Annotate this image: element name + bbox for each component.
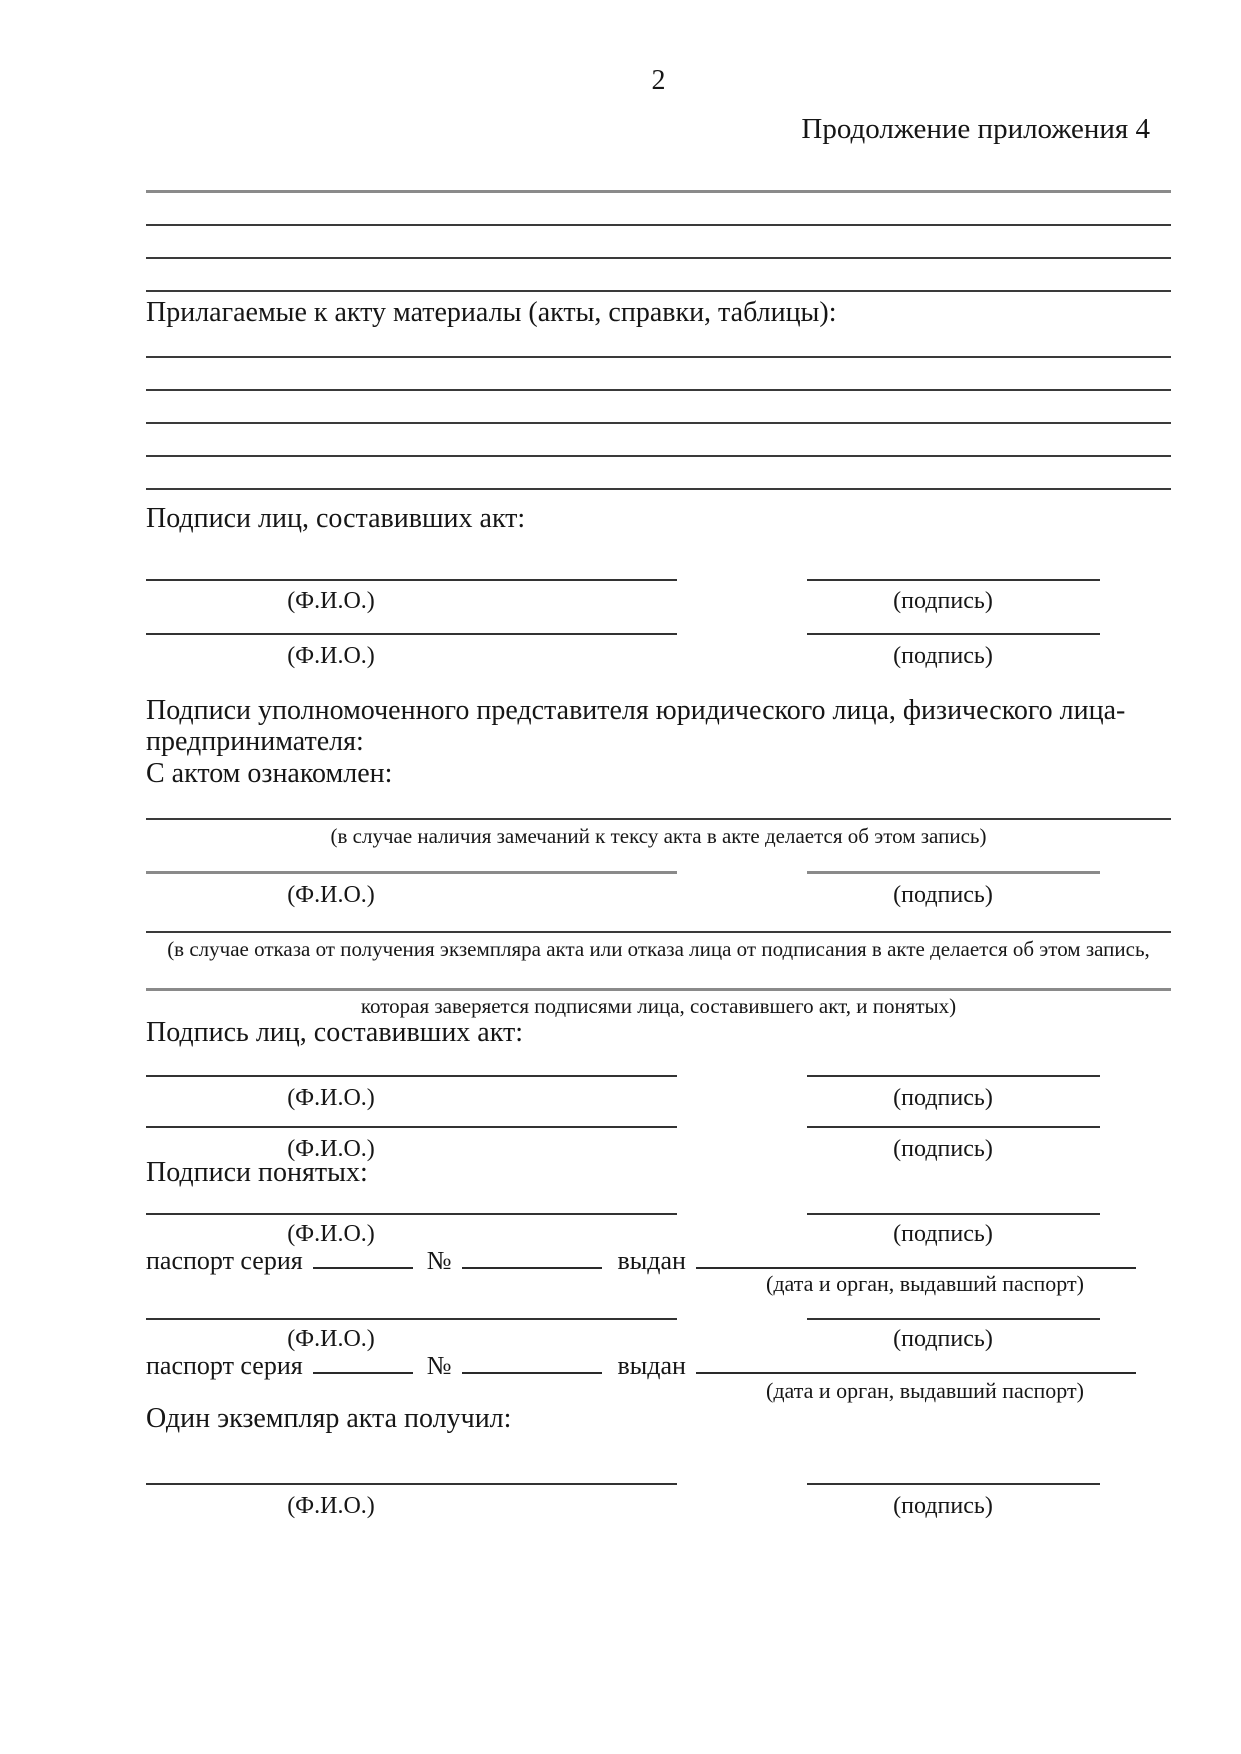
signature-label: (подпись)	[893, 1136, 993, 1162]
blank-line	[146, 224, 1171, 226]
passport-series-label: паспорт серия	[146, 1351, 303, 1380]
refusal-note-line2: которая заверяется подписями лица, составившего акт, и понятых)	[360, 994, 957, 1018]
fio-label: (Ф.И.О.)	[287, 643, 375, 669]
passport-series-blank	[313, 1243, 413, 1269]
fio-label: (Ф.И.О.)	[287, 1493, 375, 1519]
passport-number-sign: №	[426, 1246, 452, 1275]
signature-line	[807, 871, 1100, 874]
passport-issued-label: выдан	[617, 1351, 686, 1380]
fio-label: (Ф.И.О.)	[287, 882, 375, 908]
passport-number-blank	[462, 1348, 602, 1374]
blank-line	[146, 356, 1171, 358]
passport-number-sign: №	[426, 1351, 452, 1380]
signature-label: (подпись)	[893, 1326, 993, 1352]
blank-line	[146, 389, 1171, 391]
passport-row	[146, 1348, 1206, 1381]
signature-line	[807, 1075, 1100, 1077]
signature-label: (подпись)	[893, 588, 993, 614]
signature-label: (подпись)	[893, 1221, 993, 1247]
copy-received-heading: Один экземпляр акта получил:	[146, 1403, 512, 1434]
signature-label: (подпись)	[893, 882, 993, 908]
fio-signature-line	[146, 1126, 677, 1128]
signature-line	[807, 633, 1100, 635]
witnesses-heading: Подписи понятых:	[146, 1157, 368, 1188]
signature-line	[807, 1126, 1100, 1128]
page-number: 2	[651, 65, 666, 96]
acquainted-heading: С актом ознакомлен:	[146, 758, 393, 789]
fio-label: (Ф.И.О.)	[287, 588, 375, 614]
refusal-note-line1: (в случае отказа от получения экземпляра акта или отказа лица от подписания в акте делается об этом запись,	[167, 937, 1150, 961]
fio-signature-line	[146, 1483, 677, 1485]
signers2-heading: Подпись лиц, составивших акт:	[146, 1017, 523, 1048]
fio-label: (Ф.И.О.)	[287, 1221, 375, 1247]
blank-line	[146, 818, 1171, 820]
fio-signature-line	[146, 1075, 677, 1077]
signature-line	[807, 1318, 1100, 1320]
blank-line	[146, 488, 1171, 490]
blank-line	[146, 190, 1171, 193]
blank-line	[146, 988, 1171, 991]
blank-line	[146, 422, 1171, 424]
blank-line	[146, 455, 1171, 457]
passport-issued-label: выдан	[617, 1246, 686, 1275]
passport-issued-note: (дата и орган, выдавший паспорт)	[766, 1271, 1084, 1296]
fio-label: (Ф.И.О.)	[287, 1326, 375, 1352]
blank-line	[146, 290, 1171, 292]
passport-issued-blank	[696, 1348, 1136, 1374]
blank-line	[146, 257, 1171, 259]
passport-number-blank	[462, 1243, 602, 1269]
signature-label: (подпись)	[893, 1085, 993, 1111]
remark-note: (в случае наличия замечаний к тексу акта в акте делается об этом запись)	[330, 824, 987, 848]
signature-label: (подпись)	[893, 643, 993, 669]
signature-label: (подпись)	[893, 1493, 993, 1519]
fio-signature-line	[146, 1213, 677, 1215]
fio-label: (Ф.И.О.)	[287, 1085, 375, 1111]
fio-label: (Ф.И.О.)	[287, 1136, 375, 1162]
passport-series-label: паспорт серия	[146, 1246, 303, 1275]
attachments-heading: Прилагаемые к акту материалы (акты, справки, таблицы):	[146, 297, 837, 328]
passport-issued-blank	[696, 1243, 1136, 1269]
signers-heading: Подписи лиц, составивших акт:	[146, 503, 526, 534]
fio-signature-line	[146, 633, 677, 635]
fio-signature-line	[146, 871, 677, 874]
signature-line	[807, 1483, 1100, 1485]
representative-heading: Подписи уполномоченного представителя юридического лица, физического лица-предпринимателя:	[146, 695, 1126, 757]
blank-line	[146, 931, 1171, 933]
passport-issued-note: (дата и орган, выдавший паспорт)	[766, 1378, 1084, 1403]
signature-line	[807, 579, 1100, 581]
passport-series-blank	[313, 1348, 413, 1374]
fio-signature-line	[146, 1318, 677, 1320]
fio-signature-line	[146, 579, 677, 581]
signature-line	[807, 1213, 1100, 1215]
appendix-continuation-header: Продолжение приложения 4	[801, 113, 1150, 145]
